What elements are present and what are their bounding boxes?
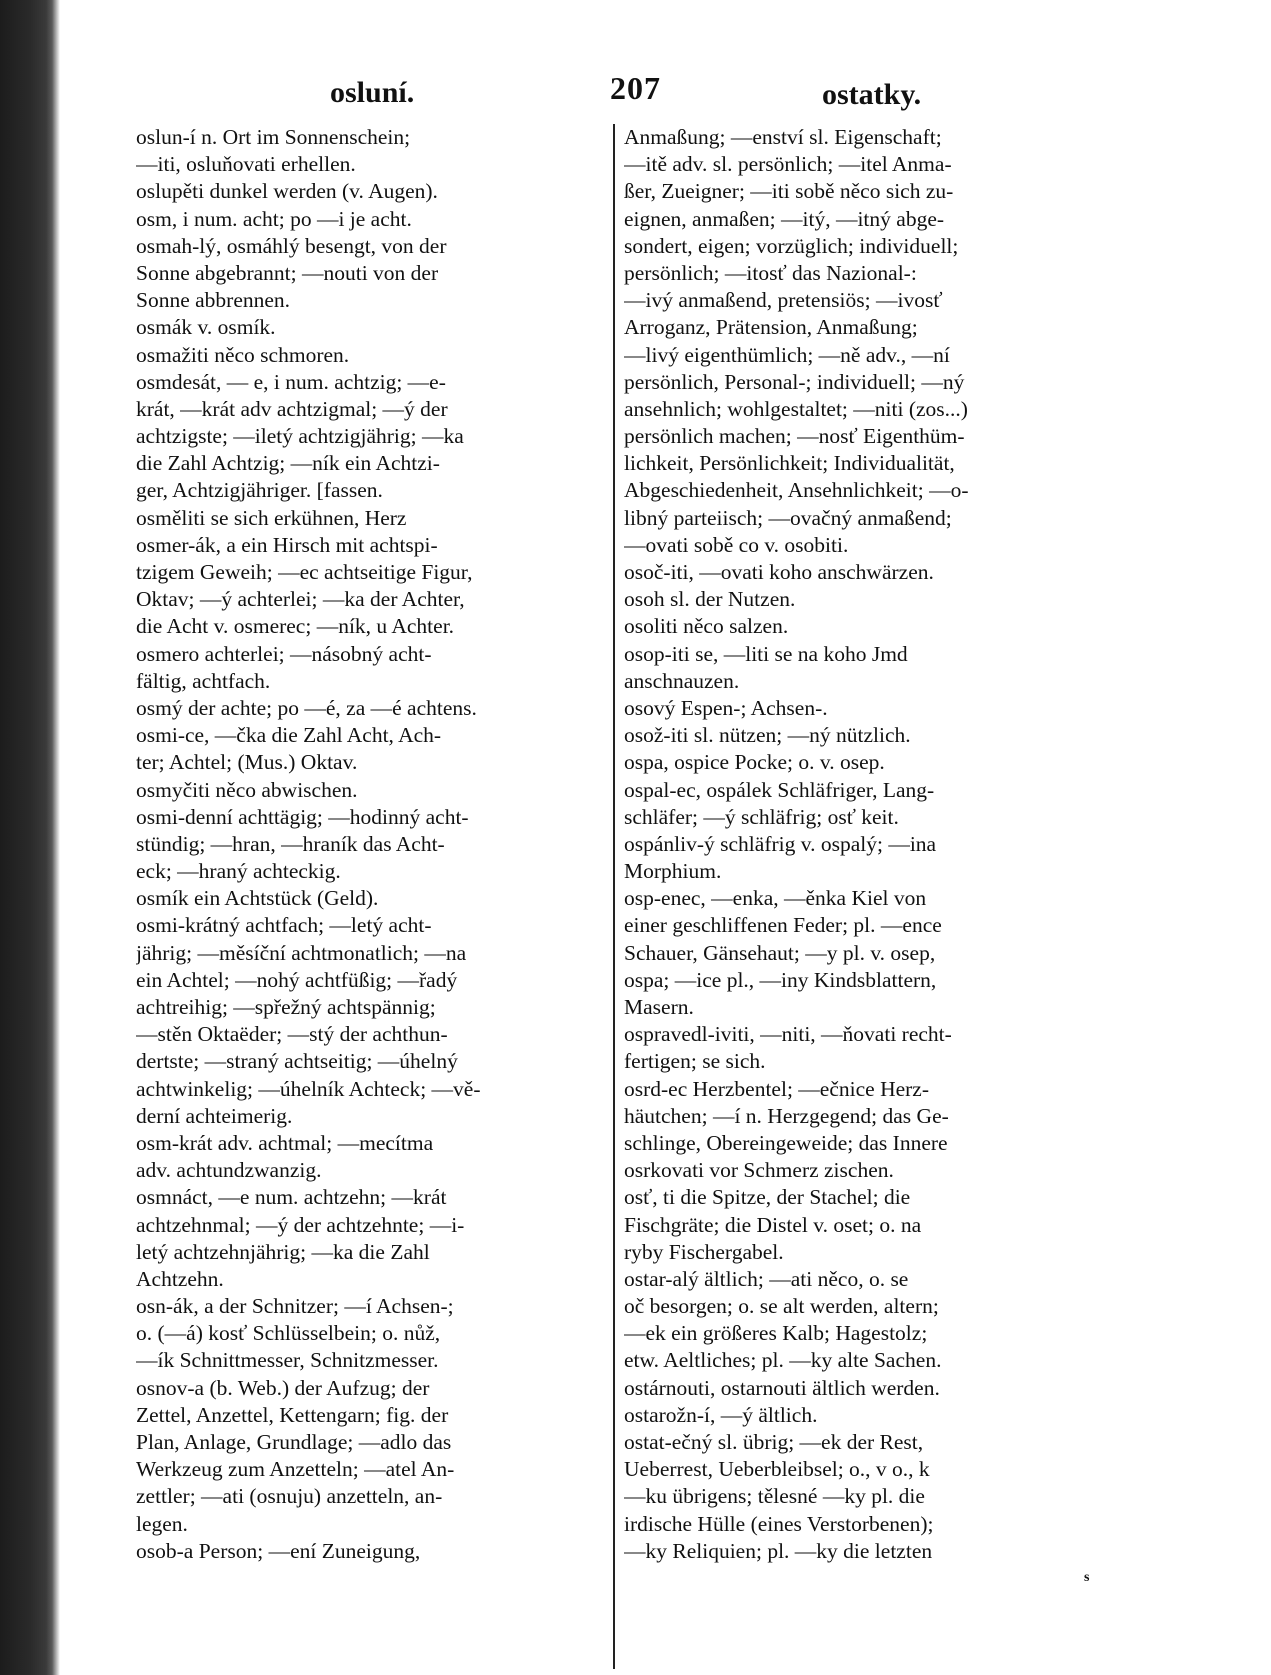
dictionary-line: ospánliv-ý schläfrig v. ospalý; —ina <box>624 831 937 856</box>
dictionary-line: Oktav; —ý achterlei; —ka der Achter, <box>136 587 465 612</box>
dictionary-line: osoliti něco salzen. <box>624 614 789 639</box>
running-head-left: osluní. <box>330 76 415 109</box>
dictionary-line: Masern. <box>624 995 694 1019</box>
dictionary-line: —ík Schnittmesser, Schnitzmesser. <box>136 1348 439 1373</box>
dictionary-line: häutchen; —í n. Herzgegend; das Ge- <box>624 1103 949 1128</box>
dictionary-line: persönlich machen; —nosť Eigenthüm- <box>624 424 965 449</box>
dictionary-line: Achtzehn. <box>136 1266 224 1291</box>
dictionary-line: osož-iti sl. nützen; —ný nützlich. <box>624 723 911 748</box>
dictionary-line: osmý der achte; po —é, za —é achtens. <box>136 695 477 720</box>
dictionary-line: Sonne abgebrannt; —nouti von der <box>136 260 439 285</box>
dictionary-line: schlinge, Obereingeweide; das Innere <box>624 1130 948 1155</box>
dictionary-line: Schauer, Gänsehaut; —y pl. v. osep, <box>624 940 936 965</box>
dictionary-line: —itě adv. sl. persönlich; —itel Anma- <box>624 152 952 177</box>
dictionary-line: osnov-a (b. Web.) der Aufzug; der <box>136 1375 430 1400</box>
corner-mark: s <box>1084 1570 1090 1585</box>
dictionary-line: osrkovati vor Schmerz zischen. <box>624 1158 894 1183</box>
dictionary-line: osmák v. osmík. <box>136 315 276 340</box>
dictionary-line: Morphium. <box>624 859 722 884</box>
dictionary-line: jährig; —měsíční achtmonatlich; —na <box>136 940 467 965</box>
dictionary-line: eck; —hraný achteckig. <box>136 859 341 884</box>
dictionary-line: ospravedl-iviti, —niti, —ňovati recht- <box>624 1022 952 1047</box>
dictionary-line: stündig; —hran, —hraník das Acht- <box>136 831 445 856</box>
dictionary-line: Sonne abbrennen. <box>136 288 291 313</box>
dictionary-line: schläfer; —ý schläfrig; osť keit. <box>624 804 899 829</box>
dictionary-line: osmah-lý, osmáhlý besengt, von der <box>136 233 447 258</box>
dictionary-line: oslun-í n. Ort im Sonnenschein; <box>136 125 411 149</box>
dictionary-line: osoh sl. der Nutzen. <box>624 587 796 612</box>
dictionary-line: eignen, anmaßen; —itý, —itný abge- <box>624 206 945 231</box>
dictionary-line: Abgeschiedenheit, Ansehnlichkeit; —o- <box>624 478 969 503</box>
dictionary-line: Fischgräte; die Distel v. oset; o. na <box>624 1212 922 1237</box>
dictionary-line: Plan, Anlage, Grundlage; —adlo das <box>136 1430 452 1454</box>
dictionary-line: o. (—á) kosť Schlüsselbein; o. nůž, <box>136 1321 441 1346</box>
dictionary-line: oč besorgen; o. se alt werden, altern; <box>624 1294 939 1319</box>
dictionary-line: letý achtzehnjährig; —ka die Zahl <box>136 1239 430 1264</box>
dictionary-line: ein Achtel; —nohý achtfüßig; —řadý <box>136 967 458 992</box>
dictionary-line: —ek ein größeres Kalb; Hagestolz; <box>624 1321 928 1346</box>
dictionary-line: Ueberrest, Ueberbleibsel; o., v o., k <box>624 1457 930 1482</box>
dictionary-line: ostarožn-í, —ý ältlich. <box>624 1402 818 1427</box>
dictionary-line: achtreihig; —spřežný achtspännig; <box>136 995 436 1019</box>
page-number: 207 <box>610 70 661 106</box>
dictionary-line: —iti, osluňovati erhellen. <box>136 152 356 177</box>
running-head-right: ostatky. <box>822 78 922 111</box>
dictionary-line: —livý eigenthümlich; —ně adv., —ní <box>624 342 950 367</box>
dictionary-line: ospal-ec, ospálek Schläfriger, Lang- <box>624 777 935 802</box>
dictionary-line: osmi-denní achttägig; —hodinný acht- <box>136 804 469 829</box>
dictionary-line: sondert, eigen; vorzüglich; individuell; <box>624 233 959 258</box>
right-column <box>624 124 1102 1565</box>
dictionary-line: osmík ein Achtstück (Geld). <box>136 886 379 911</box>
dictionary-line: lichkeit, Persönlichkeit; Individualität, <box>624 451 955 476</box>
dictionary-line: Arroganz, Prätension, Anmaßung; <box>624 315 918 340</box>
dictionary-line: —ky Reliquien; pl. —ky die letzten <box>624 1538 933 1563</box>
dictionary-line: —ku übrigens; tělesné —ky pl. die <box>624 1484 925 1509</box>
dictionary-line: ter; Achtel; (Mus.) Oktav. <box>136 750 358 775</box>
dictionary-line: libný parteiisch; —ovačný anmaßend; <box>624 505 952 530</box>
dictionary-line: die Acht v. osmerec; —ník, u Achter. <box>136 614 455 639</box>
dictionary-line: osob-a Person; —ení Zuneigung, <box>136 1538 421 1563</box>
book-gutter-shadow <box>0 0 60 1675</box>
dictionary-line: legen. <box>136 1511 188 1536</box>
left-column <box>136 124 606 1565</box>
dictionary-line: zettler; —ati (osnuju) anzetteln, an- <box>136 1484 443 1509</box>
dictionary-line: achtzigste; —iletý achtzigjährig; —ka <box>136 424 464 449</box>
dictionary-line: osp-enec, —enka, —ěnka Kiel von <box>624 886 927 911</box>
dictionary-line: ryby Fischergabel. <box>624 1239 784 1264</box>
dictionary-line: tzigem Geweih; —ec achtseitige Figur, <box>136 560 473 584</box>
dictionary-line: Werkzeug zum Anzetteln; —atel An- <box>136 1457 455 1482</box>
dictionary-line: osoč-iti, —ovati koho anschwärzen. <box>624 560 934 584</box>
dictionary-line: Zettel, Anzettel, Kettengarn; fig. der <box>136 1402 449 1427</box>
dictionary-line: osrd-ec Herzbentel; —ečnice Herz- <box>624 1076 929 1101</box>
dictionary-line: anschnauzen. <box>624 668 740 693</box>
dictionary-line: ßer, Zueigner; —iti sobě něco sich zu- <box>624 179 954 204</box>
dictionary-line: ostat-ečný sl. übrig; —ek der Rest, <box>624 1430 924 1454</box>
dictionary-line: osm-krát adv. achtmal; —mecítma <box>136 1130 434 1155</box>
dictionary-line: die Zahl Achtzig; —ník ein Achtzi- <box>136 451 440 476</box>
dictionary-line: osmdesát, — e, i num. achtzig; —e- <box>136 369 446 394</box>
dictionary-line: osmažiti něco schmoren. <box>136 342 350 367</box>
dictionary-line: fertigen; se sich. <box>624 1049 766 1074</box>
dictionary-line: achtzehnmal; —ý der achtzehnte; —i- <box>136 1212 465 1237</box>
dictionary-line: persönlich, Personal-; individuell; —ný <box>624 369 965 394</box>
dictionary-line: Anmaßung; —enství sl. Eigenschaft; <box>624 125 942 149</box>
dictionary-line: etw. Aeltliches; pl. —ky alte Sachen. <box>624 1348 942 1373</box>
dictionary-line: osmnáct, —e num. achtzehn; —krát <box>136 1185 447 1210</box>
dictionary-line: oslupěti dunkel werden (v. Augen). <box>136 179 438 204</box>
dictionary-line: osmi-krátný achtfach; —letý acht- <box>136 913 432 938</box>
dictionary-line: ospa, ospice Pocke; o. v. osep. <box>624 750 885 775</box>
dictionary-line: derní achteimerig. <box>136 1103 293 1128</box>
dictionary-line: ospa; —ice pl., —iny Kindsblattern, <box>624 967 937 992</box>
dictionary-line: irdische Hülle (eines Verstorbenen); <box>624 1511 934 1536</box>
dictionary-line: osn-ák, a der Schnitzer; —í Achsen-; <box>136 1294 454 1319</box>
dictionary-line: osmi-ce, —čka die Zahl Acht, Ach- <box>136 723 442 748</box>
dictionary-line: osměliti se sich erkühnen, Herz <box>136 505 407 530</box>
dictionary-line: osmero achterlei; —násobný acht- <box>136 641 432 666</box>
column-divider <box>613 124 615 1669</box>
dictionary-line: adv. achtundzwanzig. <box>136 1158 322 1183</box>
dictionary-line: osť, ti die Spitze, der Stachel; die <box>624 1185 911 1210</box>
dictionary-line: —ovati sobě co v. osobiti. <box>624 532 849 557</box>
dictionary-line: osmyčiti něco abwischen. <box>136 777 358 802</box>
dictionary-line: ger, Achtzigjähriger. [fassen. <box>136 478 383 503</box>
dictionary-line: ostar-alý ältlich; —ati něco, o. se <box>624 1266 909 1291</box>
dictionary-line: dertste; —straný achtseitig; —úhelný <box>136 1049 458 1074</box>
dictionary-line: achtwinkelig; —úhelník Achteck; —vě- <box>136 1076 481 1101</box>
dictionary-line: persönlich; —itosť das Nazional-: <box>624 260 917 285</box>
dictionary-line: osop-iti se, —liti se na koho Jmd <box>624 641 908 666</box>
dictionary-line: osm, i num. acht; po —i je acht. <box>136 206 412 231</box>
dictionary-line: fältig, achtfach. <box>136 668 271 693</box>
dictionary-line: einer geschliffenen Feder; pl. —ence <box>624 913 942 938</box>
dictionary-line: —stěn Oktaëder; —stý der achthun- <box>136 1022 448 1047</box>
dictionary-line: —ivý anmaßend, pretensiös; —ivosť <box>624 288 943 313</box>
dictionary-line: ansehnlich; wohlgestaltet; —niti (zos...) <box>624 396 968 421</box>
dictionary-line: osmer-ák, a ein Hirsch mit achtspi- <box>136 532 438 557</box>
dictionary-line: krát, —krát adv achtzigmal; —ý der <box>136 396 448 421</box>
dictionary-line: osový Espen-; Achsen-. <box>624 695 828 720</box>
dictionary-line: ostárnouti, ostarnouti ältlich werden. <box>624 1375 940 1400</box>
